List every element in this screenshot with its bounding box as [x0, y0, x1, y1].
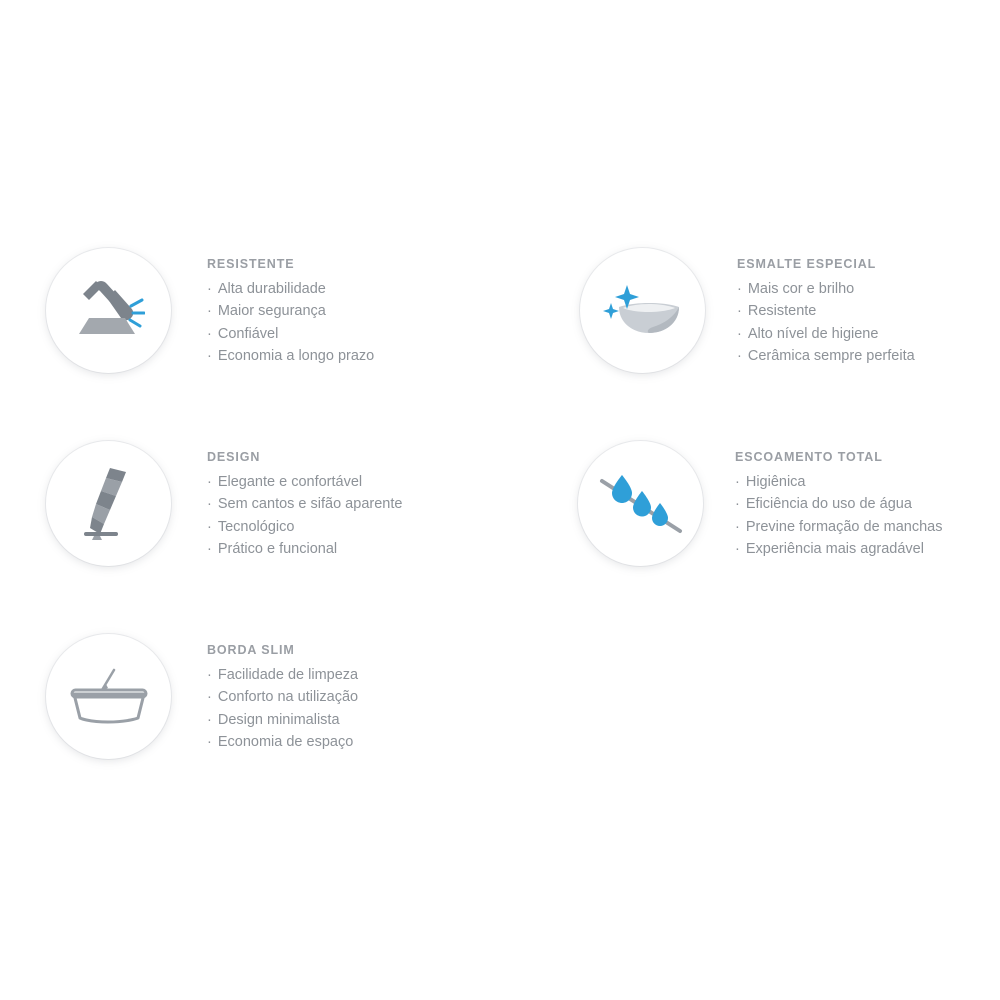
list-item: · Eficiência do uso de água — [735, 496, 943, 513]
list-item: · Higiênica — [735, 474, 943, 491]
list-item: · Tecnológico — [207, 519, 402, 536]
feature-list — [735, 474, 943, 559]
shiny-bowl-icon-badge — [580, 248, 705, 373]
list-item: · Experiência mais agradável — [735, 541, 943, 558]
feature-list — [207, 474, 402, 559]
list-item: · Maior segurança — [207, 303, 374, 320]
list-item: · Economia a longo prazo — [207, 348, 374, 365]
feature-text-escoamento-total — [735, 441, 943, 564]
slim-rim-basin-icon — [68, 666, 150, 728]
hammer-strike-icon-badge — [46, 248, 171, 373]
list-item: · Elegante e confortável — [207, 474, 402, 491]
feature-title: BORDA SLIM — [207, 643, 295, 657]
list-item: · Design minimalista — [207, 712, 358, 729]
slim-rim-basin-icon-badge — [46, 634, 171, 759]
feature-list — [737, 281, 915, 366]
faucet-icon — [80, 466, 138, 542]
list-item: · Cerâmica sempre perfeita — [737, 348, 915, 365]
feature-title: DESIGN — [207, 450, 261, 464]
list-item: · Previne formação de manchas — [735, 519, 943, 536]
list-item: · Alto nível de higiene — [737, 326, 915, 343]
faucet-icon-badge — [46, 441, 171, 566]
water-drops-slope-icon — [598, 469, 684, 539]
feature-borda-slim — [46, 634, 358, 759]
list-item: · Sem cantos e sifão aparente — [207, 496, 402, 513]
feature-text-esmalte-especial — [737, 248, 915, 371]
list-item: · Facilidade de limpeza — [207, 667, 358, 684]
feature-title: ESMALTE ESPECIAL — [737, 257, 877, 271]
hammer-strike-icon — [73, 278, 145, 344]
feature-list — [207, 667, 358, 752]
feature-text-resistente — [207, 248, 374, 371]
list-item: · Resistente — [737, 303, 915, 320]
water-drops-slope-icon-badge — [578, 441, 703, 566]
feature-list — [207, 281, 374, 366]
shiny-bowl-icon — [603, 281, 683, 341]
feature-resistente — [46, 248, 374, 373]
list-item: · Mais cor e brilho — [737, 281, 915, 298]
feature-title: RESISTENTE — [207, 257, 295, 271]
feature-design — [46, 441, 402, 566]
list-item: · Confiável — [207, 326, 374, 343]
list-item: · Economia de espaço — [207, 734, 358, 751]
feature-esmalte-especial — [580, 248, 915, 373]
feature-title: ESCOAMENTO TOTAL — [735, 450, 883, 464]
feature-text-design — [207, 441, 402, 564]
list-item: · Conforto na utilização — [207, 689, 358, 706]
feature-text-borda-slim — [207, 634, 358, 757]
list-item: · Alta durabilidade — [207, 281, 374, 298]
list-item: · Prático e funcional — [207, 541, 402, 558]
feature-escoamento-total — [578, 441, 943, 566]
